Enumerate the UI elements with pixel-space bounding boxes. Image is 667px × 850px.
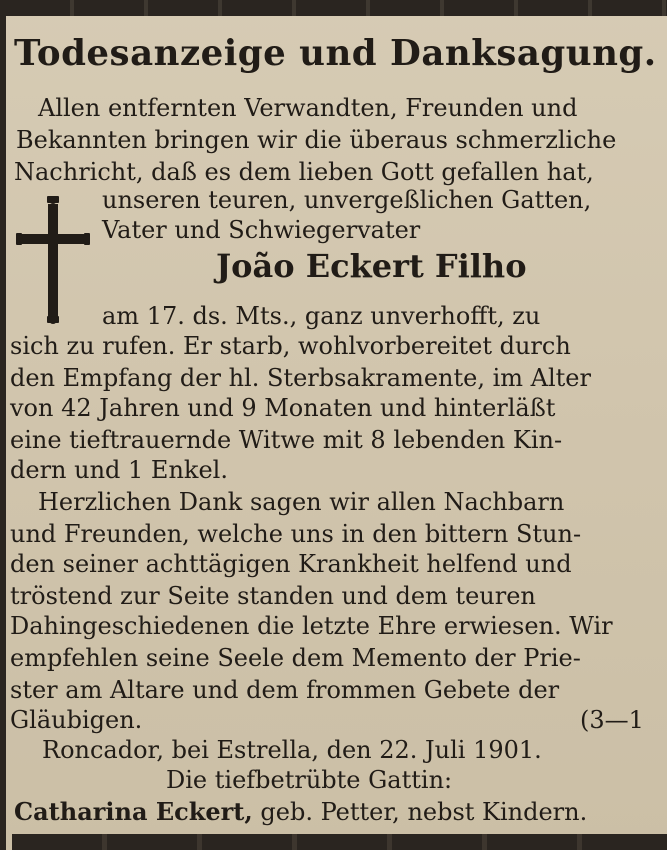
- text-line: Dahingeschiedenen die letzte Ehre erwiesen. Wir: [10, 612, 613, 640]
- cross-icon: [16, 196, 90, 324]
- text-line: Vater und Schwiegervater: [102, 216, 421, 244]
- text-line: am 17. ds. Mts., ganz unverhofft, zu: [102, 302, 541, 330]
- text-line: Nachricht, daß es dem lieben Gott gefallen hat,: [14, 158, 594, 186]
- text-line: Bekannten bringen wir die überaus schmerzliche: [16, 126, 617, 154]
- text-line: Allen entfernten Verwandten, Freunden und: [38, 94, 578, 122]
- signature-name: Catharina Eckert,: [14, 797, 253, 826]
- signature-line: [14, 797, 588, 826]
- text-line: tröstend zur Seite standen und dem teuren: [10, 582, 536, 610]
- text-line: empfehlen seine Seele dem Memento der Prie-: [10, 644, 581, 672]
- text-line: Herzlichen Dank sagen wir allen Nachbarn: [38, 488, 565, 516]
- place-date-line: Roncador, bei Estrella, den 22. Juli 1901.: [42, 736, 542, 764]
- text-line: Gläubigen.: [10, 706, 143, 734]
- left-border-rule: [0, 14, 6, 850]
- text-line: eine tieftrauernde Witwe mit 8 lebenden Kin-: [10, 426, 563, 454]
- deceased-name: João Eckert Filho: [216, 247, 527, 285]
- insertion-count: (3—1: [580, 706, 644, 734]
- text-line: sich zu rufen. Er starb, wohlvorbereitet durch: [10, 332, 571, 360]
- notice-title: Todesanzeige und Danksagung.: [14, 33, 657, 74]
- text-line: den seiner achttägigen Krankheit helfend und: [10, 550, 572, 578]
- text-line: unseren teuren, unvergeßlichen Gatten,: [102, 186, 592, 214]
- top-border-rule: [0, 0, 667, 16]
- text-line: von 42 Jahren und 9 Monaten und hinterläßt: [10, 394, 556, 422]
- text-line: und Freunden, welche uns in den bittern Stun-: [10, 520, 582, 548]
- widow-line: Die tiefbetrübte Gattin:: [166, 766, 453, 794]
- text-line: dern und 1 Enkel.: [10, 456, 228, 484]
- text-line: ster am Altare und dem frommen Gebete der: [10, 676, 560, 704]
- signature-rest: geb. Petter, nebst Kindern.: [260, 798, 588, 826]
- text-line: den Empfang der hl. Sterbsakramente, im Alter: [10, 364, 591, 392]
- bottom-border-rule: [12, 834, 667, 850]
